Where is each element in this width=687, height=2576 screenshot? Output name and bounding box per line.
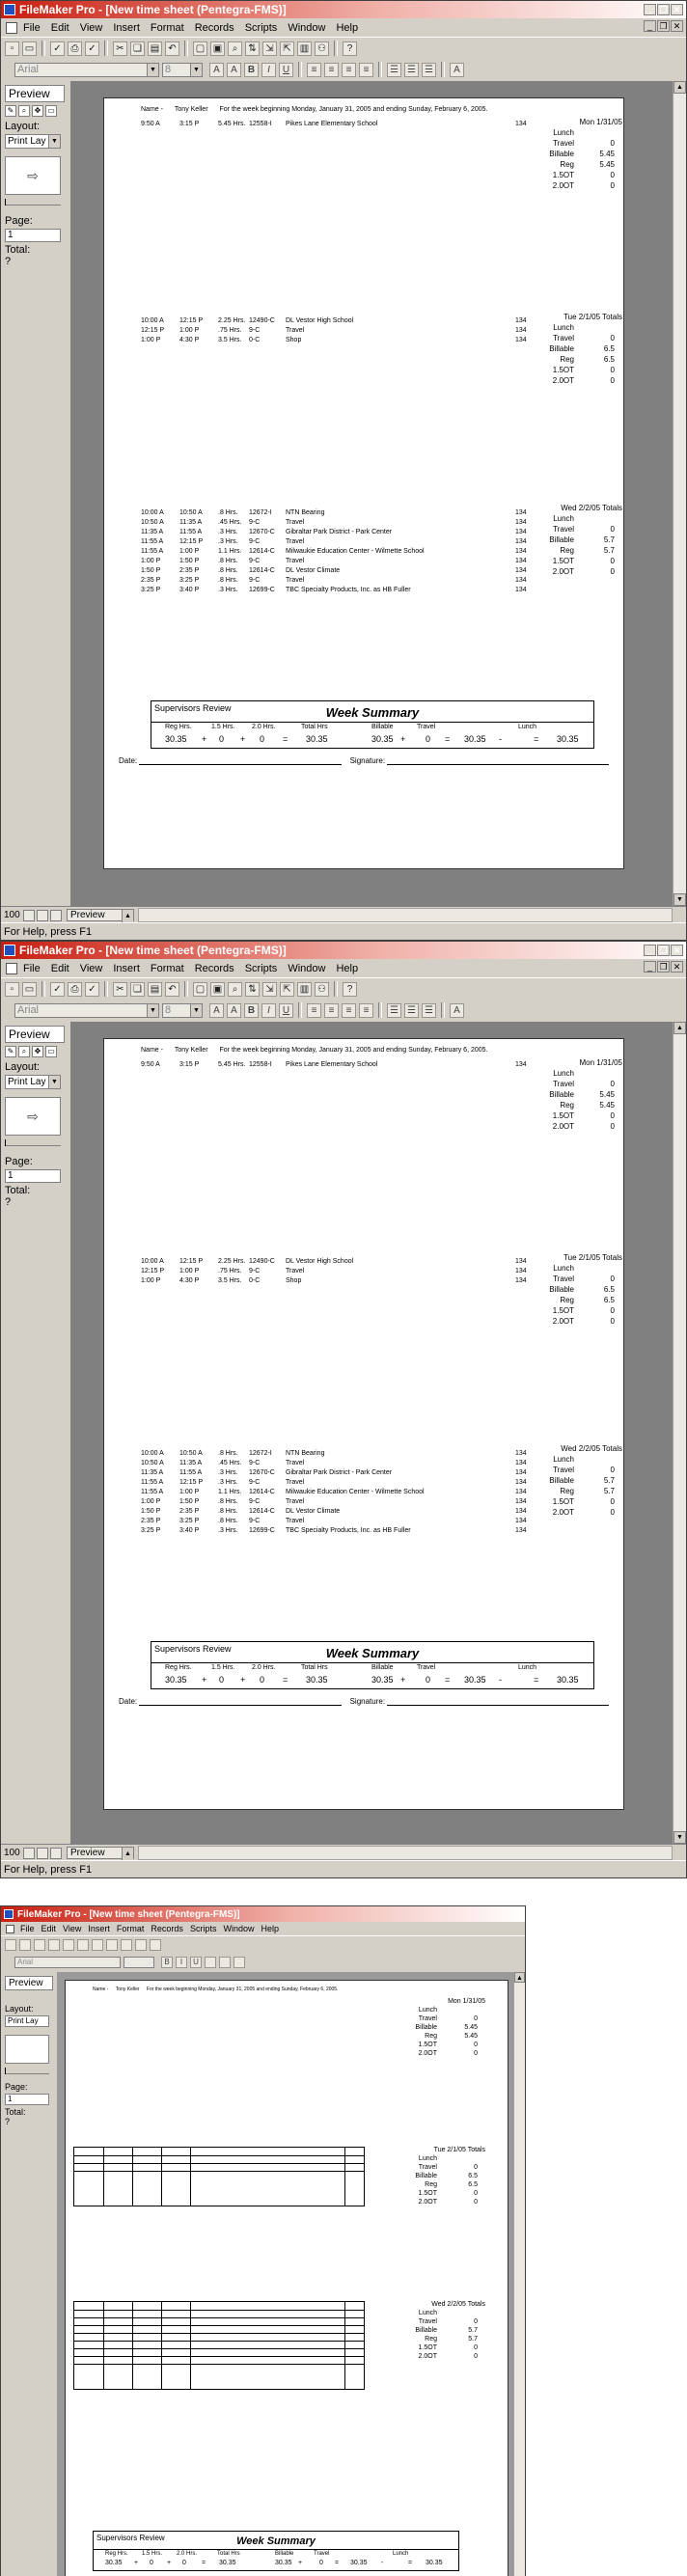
- menu-file[interactable]: File: [23, 962, 41, 974]
- font-size-down-icon[interactable]: A: [227, 1003, 241, 1018]
- find-mode-icon[interactable]: ⌕: [18, 105, 30, 117]
- total-label: Total:: [5, 244, 31, 256]
- menu-bar: [1, 959, 686, 977]
- horizontal-scrollbar[interactable]: [138, 1846, 673, 1860]
- open-icon[interactable]: [19, 1939, 31, 1951]
- italic-icon[interactable]: I: [261, 1003, 276, 1018]
- menu-window[interactable]: Window: [288, 21, 326, 34]
- import-icon[interactable]: ⇲: [262, 41, 277, 56]
- line-spacing-3-icon[interactable]: ☰: [422, 1003, 436, 1018]
- status-area: [5, 85, 65, 267]
- menu-insert[interactable]: Insert: [113, 962, 140, 974]
- align-left-icon[interactable]: [205, 1957, 216, 1968]
- preview-background: [70, 1022, 673, 1844]
- timesheet-header: Name - Tony Keller For the week beginning Monday, January 31, 2005 and ending Sunday, February 6, 2005.: [93, 1987, 339, 1992]
- bold-icon[interactable]: B: [161, 1957, 173, 1968]
- format-toolbar: [1, 1954, 525, 1971]
- document-icon[interactable]: [6, 1925, 14, 1933]
- justify-icon[interactable]: ≡: [359, 1003, 373, 1018]
- menu-edit[interactable]: Edit: [41, 1924, 57, 1933]
- find-icon[interactable]: ⌕: [228, 982, 242, 997]
- doc-close-icon[interactable]: ✕: [671, 20, 683, 32]
- document-area: [1, 1022, 686, 1844]
- spell-check-icon[interactable]: ✓: [85, 982, 99, 997]
- underline-icon[interactable]: U: [279, 1003, 293, 1018]
- restore-icon[interactable]: ❐: [657, 945, 670, 956]
- caption-buttons: [644, 4, 683, 15]
- menu-edit[interactable]: Edit: [50, 21, 69, 34]
- document-icon[interactable]: [6, 963, 17, 974]
- format-toolbar: [1, 1000, 686, 1021]
- document-icon[interactable]: [6, 22, 17, 34]
- vertical-scrollbar[interactable]: [673, 1022, 686, 1844]
- sort-icon[interactable]: ⇅: [245, 41, 260, 56]
- menu-records[interactable]: Records: [151, 1924, 183, 1933]
- bottom-bar: [1, 1844, 686, 1861]
- delete-record-icon[interactable]: ▣: [210, 41, 225, 56]
- justify-icon[interactable]: ≡: [359, 63, 373, 77]
- app-window-1: [0, 0, 687, 941]
- day-totals: Mon 1/31/05 Lunch Travel 0 Billable 5.45 Reg 5.45 1.5OT 0 2.0OT 0: [415, 1998, 485, 2057]
- week-summary-title: Week Summary: [325, 1646, 420, 1660]
- font-select[interactable]: Arial: [14, 1957, 121, 1968]
- font-size-up-icon[interactable]: A: [209, 1003, 224, 1018]
- page-label: Page:: [5, 2082, 28, 2092]
- cut-icon[interactable]: ✂: [113, 982, 127, 997]
- menu-format[interactable]: Format: [150, 962, 184, 974]
- layout-label: Layout:: [5, 121, 41, 132]
- text-color-icon[interactable]: A: [450, 63, 464, 77]
- print-icon[interactable]: ⎙: [68, 982, 82, 997]
- chevron-down-icon: ▼: [190, 1004, 202, 1017]
- zoom-in-icon[interactable]: [37, 910, 48, 921]
- size-select[interactable]: 8 ▼: [162, 63, 203, 77]
- page-input[interactable]: 1: [5, 2094, 49, 2105]
- bold-icon[interactable]: B: [244, 1003, 259, 1018]
- line-spacing-icon[interactable]: ☰: [387, 63, 401, 77]
- vertical-scrollbar[interactable]: [513, 1972, 525, 2576]
- menu-records[interactable]: Records: [194, 21, 234, 34]
- browse-mode-icon[interactable]: ✎: [5, 105, 16, 117]
- underline-icon[interactable]: U: [190, 1957, 202, 1968]
- menu-scripts[interactable]: Scripts: [244, 962, 278, 974]
- undo-icon[interactable]: [106, 1939, 118, 1951]
- menu-insert[interactable]: Insert: [88, 1924, 110, 1933]
- bottom-bar: [1, 906, 686, 923]
- align-right-icon[interactable]: [234, 1957, 245, 1968]
- document-area: [1, 1972, 525, 2576]
- week-summary: Supervisors Review Week Summary Reg Hrs. 1.5 Hrs. 2.0 Hrs. Total Hrs Billable Travel Lunch 30.35 + 0 + 0 = 30.35 30.35 + 0 = 30.35 - = 30.35: [151, 1641, 594, 1689]
- standard-toolbar: [1, 1935, 525, 1954]
- total-label: Total:: [5, 1185, 31, 1196]
- scroll-up-icon[interactable]: ▲: [673, 81, 686, 94]
- page-slider[interactable]: [5, 2068, 49, 2074]
- italic-icon[interactable]: I: [176, 1957, 187, 1968]
- signature-field: [387, 1705, 609, 1706]
- print-icon[interactable]: ⎙: [68, 41, 82, 56]
- doc-minimize-icon[interactable]: _: [644, 961, 656, 973]
- zoom-out-icon[interactable]: [23, 910, 35, 921]
- delete-record-icon[interactable]: ▣: [210, 982, 225, 997]
- timesheet-page: [65, 1980, 508, 2576]
- week-summary-title: Week Summary: [325, 705, 420, 720]
- line-spacing-3-icon[interactable]: ☰: [422, 63, 436, 77]
- date-field: [139, 764, 342, 765]
- page-input[interactable]: 1: [5, 1169, 61, 1183]
- layout-select[interactable]: Print Lay: [5, 2015, 49, 2027]
- align-right-icon[interactable]: ≡: [342, 63, 356, 77]
- database-icon[interactable]: ▥: [297, 41, 312, 56]
- size-select[interactable]: [124, 1957, 154, 1968]
- window-title: FileMaker Pro - [New time sheet (Pentegra-FMS)]: [19, 3, 287, 16]
- preview-mode-icon[interactable]: ▭: [45, 105, 57, 117]
- date-signature-line: Date: Signature:: [119, 1697, 609, 1706]
- status-area: [5, 1026, 65, 1208]
- mode-tab[interactable]: Preview: [5, 85, 65, 102]
- bold-icon[interactable]: B: [244, 63, 259, 77]
- week-summary-title: Week Summary: [236, 2535, 316, 2547]
- print-icon[interactable]: [48, 1939, 60, 1951]
- week-summary: Supervisors Review Week Summary Reg Hrs. 1.5 Hrs. 2.0 Hrs. Total Hrs Billable Travel Lunch 30.35 + 0 + 0 = 30.35 30.35 + 0 = 30.35 - = 30.35: [93, 2531, 459, 2571]
- text-color-icon[interactable]: A: [450, 1003, 464, 1018]
- supervisors-review-label: Supervisors Review: [96, 2534, 165, 2542]
- mode-tab[interactable]: Preview: [5, 1026, 65, 1043]
- font-size-down-icon[interactable]: A: [227, 63, 241, 77]
- supervisors-review-label: Supervisors Review: [154, 1644, 232, 1654]
- export-icon[interactable]: ⇱: [280, 982, 294, 997]
- book-page-icon[interactable]: ⇨: [5, 156, 61, 195]
- export-icon[interactable]: ⇱: [280, 41, 294, 56]
- filemaker-logo-icon: [4, 4, 15, 15]
- vertical-scrollbar[interactable]: [673, 81, 686, 906]
- spell-check-icon[interactable]: ✓: [85, 41, 99, 56]
- layout-mode-icon[interactable]: ✥: [32, 105, 43, 117]
- menu-help[interactable]: Help: [336, 21, 359, 34]
- horizontal-scrollbar[interactable]: [138, 908, 673, 922]
- open-icon[interactable]: ▭: [22, 41, 37, 56]
- status-bar: For Help, press F1: [1, 922, 686, 941]
- cut-icon[interactable]: [63, 1939, 74, 1951]
- menu-view[interactable]: View: [63, 1924, 82, 1933]
- zoom-in-icon[interactable]: [37, 1848, 48, 1859]
- supervisors-review-label: Supervisors Review: [154, 703, 232, 713]
- standard-toolbar: [1, 37, 686, 59]
- menu-bar: [1, 18, 686, 37]
- menu-help[interactable]: Help: [261, 1924, 279, 1933]
- mode-select[interactable]: Preview ▲: [67, 909, 134, 921]
- sharing-icon[interactable]: ⚇: [315, 982, 329, 997]
- open-icon[interactable]: ▭: [22, 982, 37, 997]
- status-toggle-icon[interactable]: [50, 910, 62, 921]
- minimize-icon[interactable]: _: [644, 945, 656, 956]
- zoom-level[interactable]: 100: [4, 910, 20, 920]
- line-spacing-2-icon[interactable]: ☰: [404, 1003, 419, 1018]
- day-totals: Wed 2/2/05 Totals Lunch Travel 0 Billable 5.7 Reg 5.7 1.5OT 0 2.0OT 0: [549, 1444, 622, 1517]
- status-area: [5, 1976, 53, 2126]
- sharing-icon[interactable]: ⚇: [315, 41, 329, 56]
- zoom-level[interactable]: 100: [4, 1848, 20, 1858]
- day-totals: Tue 2/1/05 Totals Lunch Travel 0 Billable 6.5 Reg 6.5 1.5OT 0 2.0OT 0: [415, 2147, 485, 2206]
- menu-bar: [1, 1922, 525, 1935]
- font-size-up-icon[interactable]: A: [209, 63, 224, 77]
- day-totals: Wed 2/2/05 Totals Lunch Travel 0 Billable 5.7 Reg 5.7 1.5OT 0 2.0OT 0: [415, 2301, 485, 2360]
- paste-icon[interactable]: ▤: [148, 41, 162, 56]
- timesheet-header: Name - Tony Keller For the week beginning Monday, January 31, 2005 and ending Sunday, February 6, 2005.: [141, 1047, 488, 1054]
- save-icon[interactable]: ✓: [50, 982, 65, 997]
- document-area: [1, 81, 686, 906]
- find-icon[interactable]: ⌕: [228, 41, 242, 56]
- align-center-icon[interactable]: ≡: [324, 1003, 339, 1018]
- week-summary: Supervisors Review Week Summary Reg Hrs. 1.5 Hrs. 2.0 Hrs. Total Hrs Billable Travel Lunch 30.35 + 0 + 0 = 30.35 30.35 + 0 = 30.35 - = 30.35: [151, 700, 594, 749]
- app-window-2: [0, 941, 687, 1878]
- page-slider[interactable]: [5, 1139, 61, 1146]
- total-label: Total:: [5, 2107, 26, 2117]
- new-icon[interactable]: ▫: [5, 41, 19, 56]
- window-title: FileMaker Pro - [New time sheet (Pentegra-FMS)]: [17, 1908, 240, 1920]
- new-icon[interactable]: ▫: [5, 982, 19, 997]
- new-record-icon[interactable]: ▢: [193, 41, 207, 56]
- layout-select[interactable]: Print Lay ▼: [5, 1075, 61, 1089]
- standard-toolbar: [1, 977, 686, 1000]
- chevron-up-icon: ▲: [122, 1848, 133, 1860]
- minimize-icon[interactable]: _: [644, 4, 656, 15]
- menu-insert[interactable]: Insert: [113, 21, 140, 34]
- menu-edit[interactable]: Edit: [50, 962, 69, 974]
- sort-icon[interactable]: [135, 1939, 147, 1951]
- menu-scripts[interactable]: Scripts: [244, 21, 278, 34]
- menu-format[interactable]: Format: [150, 21, 184, 34]
- sort-icon[interactable]: ⇅: [245, 982, 260, 997]
- menu-file[interactable]: File: [20, 1924, 35, 1933]
- help-icon[interactable]: [150, 1939, 161, 1951]
- undo-icon[interactable]: ↶: [165, 982, 179, 997]
- menu-scripts[interactable]: Scripts: [189, 1924, 217, 1933]
- cut-icon[interactable]: ✂: [113, 41, 127, 56]
- size-select[interactable]: 8 ▼: [162, 1003, 203, 1018]
- menu-help[interactable]: Help: [336, 962, 359, 974]
- page-label: Page:: [5, 1156, 33, 1167]
- help-icon[interactable]: ?: [343, 41, 357, 56]
- copy-icon[interactable]: ❏: [130, 982, 145, 997]
- doc-restore-icon[interactable]: ❐: [657, 20, 670, 32]
- database-icon[interactable]: ▥: [297, 982, 312, 997]
- align-center-icon[interactable]: ≡: [324, 63, 339, 77]
- doc-restore-icon[interactable]: ❐: [657, 961, 670, 973]
- copy-icon[interactable]: ❏: [130, 41, 145, 56]
- day-totals: Tue 2/1/05 Totals Lunch Travel 0 Billable 6.5 Reg 6.5 1.5OT 0 2.0OT 0: [549, 313, 622, 385]
- timesheet-header: Name - Tony Keller For the week beginning Monday, January 31, 2005 and ending Sunday, February 6, 2005.: [141, 106, 488, 113]
- chevron-up-icon: ▲: [122, 910, 133, 922]
- page-label: Page:: [5, 215, 33, 227]
- new-icon[interactable]: [5, 1939, 16, 1951]
- total-value: ?: [5, 1196, 12, 1208]
- day-totals: Mon 1/31/05 Lunch Travel 0 Billable 5.45 Reg 5.45 1.5OT 0 2.0OT 0: [549, 1058, 622, 1131]
- total-value: ?: [5, 2117, 11, 2126]
- menu-window[interactable]: Window: [223, 1924, 255, 1933]
- help-icon[interactable]: ?: [343, 982, 357, 997]
- undo-icon[interactable]: ↶: [165, 41, 179, 56]
- layout-mode-icon[interactable]: ✥: [32, 1046, 43, 1057]
- menu-records[interactable]: Records: [194, 962, 234, 974]
- align-center-icon[interactable]: [219, 1957, 231, 1968]
- menu-view[interactable]: View: [79, 21, 103, 34]
- scroll-down-icon[interactable]: ▼: [673, 1831, 686, 1844]
- preview-background: [57, 1972, 513, 2576]
- line-spacing-icon[interactable]: ☰: [387, 1003, 401, 1018]
- paste-icon[interactable]: [92, 1939, 103, 1951]
- menu-view[interactable]: View: [79, 962, 103, 974]
- format-toolbar: [1, 59, 686, 80]
- layout-label: Layout:: [5, 1061, 41, 1073]
- page-input[interactable]: 1: [5, 229, 61, 242]
- save-icon[interactable]: ✓: [50, 41, 65, 56]
- title-bar: [1, 942, 686, 959]
- menu-file[interactable]: File: [23, 21, 41, 34]
- total-value: ?: [5, 256, 12, 267]
- page-slider[interactable]: [5, 199, 61, 206]
- status-toggle-icon[interactable]: [50, 1848, 62, 1859]
- menu-window[interactable]: Window: [288, 962, 326, 974]
- mode-tab[interactable]: Preview: [5, 1976, 53, 1990]
- preview-mode-icon[interactable]: ▭: [45, 1046, 57, 1057]
- close-icon[interactable]: ✕: [671, 4, 683, 15]
- chevron-down-icon: ▼: [190, 64, 202, 76]
- find-icon[interactable]: [121, 1939, 132, 1951]
- book-page-icon[interactable]: [5, 2035, 49, 2064]
- font-select[interactable]: Arial ▼: [14, 63, 159, 77]
- scroll-up-icon[interactable]: ▲: [673, 1022, 686, 1034]
- zoom-out-icon[interactable]: [23, 1848, 35, 1859]
- title-bar: [1, 1, 686, 18]
- window-title: FileMaker Pro - [New time sheet (Pentegra-FMS)]: [19, 944, 287, 957]
- book-page-icon[interactable]: ⇨: [5, 1097, 61, 1136]
- preview-background: [70, 81, 673, 906]
- date-field: [139, 1705, 342, 1706]
- filemaker-logo-icon: [4, 945, 15, 956]
- chevron-down-icon: ▼: [147, 1004, 158, 1017]
- layout-select[interactable]: Print Lay ▼: [5, 134, 61, 149]
- day-table: [73, 2147, 365, 2206]
- day-table: [73, 2301, 365, 2390]
- restore-icon[interactable]: ❐: [657, 4, 670, 15]
- timesheet-page: Name - Tony Keller For the week beginning Monday, January 31, 2005 and ending Sunday, February 6, 2005. 9:50 A 3:15 P 5.45 Hrs. 12558-I Pikes Lane Elementary School 134 Mon 1/31/05 Lunch Travel 0 Billable 5.45 Reg 5.45 1.5OT 0 2.0OT 0 10:00 A 12:15 P 2.25 Hrs. 12490-C DL Vestor High School 134 12:15 P 1:00 P .75 Hrs. 9-C Travel 134 1:00 P 4:30 P 3.5 Hrs. 0-C Shop 134 Tue 2/1/05 Totals Lunch Travel 0 Billable 6.5 Reg 6.5 1.5OT 0 2.0OT 0 10:00 A 10:50 A .8 Hrs. 12672-I NTN Bearing 134 10:50 A 11:35 A .45 Hrs. 9-C Travel 134 11:35 A 11:55 A .3 Hrs. 12670-C Gibraltar Park District - Park Center 134 11:55 A 12:15 P .3 Hrs. 9-C Travel 134 11:55 A 1:00 P 1.1 Hrs. 12614-C Milwaukie Education Center - Wilmette School 134 1:00 P 1:50 P .8 Hrs. 9-C Travel 134 1:50 P 2:35 P .8 Hrs. 12614-C DL Vestor Climate 134 2:35 P 3:25 P .8 Hrs. 9-C Travel 134 3:25 P 3:40 P .3 Hrs. 12699-C TBC Specialty Products, Inc. as HB Fuller 134 Wed 2/2/05 Totals Lunch Travel 0 Billable 5.7 Reg 5.7 1.5OT 0 2.0OT 0 Supervisors Review Week Summary Reg Hrs. 1.5 Hrs. 2.0 Hrs. Total Hrs Billable Travel Lunch 30.35 + 0 + 0 = 30.35 30.35 + 0 = 30.35 - = 30.35 Date: Signature:: [103, 1038, 624, 1810]
- chevron-down-icon: ▼: [48, 135, 60, 148]
- align-left-icon[interactable]: ≡: [307, 1003, 321, 1018]
- day-totals: Tue 2/1/05 Totals Lunch Travel 0 Billable 6.5 Reg 6.5 1.5OT 0 2.0OT 0: [549, 1253, 622, 1326]
- find-mode-icon[interactable]: ⌕: [18, 1046, 30, 1057]
- app-window-3: [0, 1905, 526, 2576]
- document-window-controls: [644, 20, 683, 32]
- scroll-up-icon[interactable]: ▲: [514, 1972, 525, 1983]
- status-bar: For Help, press F1: [1, 1860, 686, 1878]
- browse-mode-icon[interactable]: ✎: [5, 1046, 16, 1057]
- save-icon[interactable]: [34, 1939, 45, 1951]
- day-totals: Wed 2/2/05 Totals Lunch Travel 0 Billable 5.7 Reg 5.7 1.5OT 0 2.0OT 0: [549, 504, 622, 576]
- title-bar: [1, 1906, 525, 1922]
- font-select[interactable]: Arial ▼: [14, 1003, 159, 1018]
- import-icon[interactable]: ⇲: [262, 982, 277, 997]
- timesheet-page: Name - Tony Keller For the week beginning Monday, January 31, 2005 and ending Sunday, February 6, 2005. 9:50 A 3:15 P 5.45 Hrs. 12558-I Pikes Lane Elementary School 134 Mon 1/31/05 Lunch Travel 0 Billable 5.45 Reg 5.45 1.5OT 0 2.0OT 0 10:00 A 12:15 P 2.25 Hrs. 12490-C DL Vestor High School 134 12:15 P 1:00 P .75 Hrs. 9-C Travel 134 1:00 P 4:30 P 3.5 Hrs. 0-C Shop 134 Tue 2/1/05 Totals Lunch Travel 0 Billable 6.5 Reg 6.5 1.5OT 0 2.0OT 0 10:00 A 10:50 A .8 Hrs. 12672-I NTN Bearing 134 10:50 A 11:35 A .45 Hrs. 9-C Travel 134 11:35 A 11:55 A .3 Hrs. 12670-C Gibraltar Park District - Park Center 134 11:55 A 12:15 P .3 Hrs. 9-C Travel 134 11:55 A 1:00 P 1.1 Hrs. 12614-C Milwaukie Education Center - Wilmette School 134 1:00 P 1:50 P .8 Hrs. 9-C Travel 134 1:50 P 2:35 P .8 Hrs. 12614-C DL Vestor Climate 134 2:35 P 3:25 P .8 Hrs. 9-C Travel 134 3:25 P 3:40 P .3 Hrs. 12699-C TBC Specialty Products, Inc. as HB Fuller 134 Wed 2/2/05 Totals Lunch Travel 0 Billable 5.7 Reg 5.7 1.5OT 0 2.0OT 0 Supervisors Review Week Summary Reg Hrs. 1.5 Hrs. 2.0 Hrs. Total Hrs Billable Travel Lunch 30.35 + 0 + 0 = 30.35 30.35 + 0 = 30.35 - = 30.35 Date: Signature:: [103, 97, 624, 869]
- chevron-down-icon: ▼: [48, 1076, 60, 1088]
- chevron-down-icon: ▼: [147, 64, 158, 76]
- new-record-icon[interactable]: ▢: [193, 982, 207, 997]
- align-left-icon[interactable]: ≡: [307, 63, 321, 77]
- doc-close-icon[interactable]: ✕: [671, 961, 683, 973]
- underline-icon[interactable]: U: [279, 63, 293, 77]
- mode-select[interactable]: Preview ▲: [67, 1847, 134, 1859]
- menu-format[interactable]: Format: [116, 1924, 145, 1933]
- layout-label: Layout:: [5, 2004, 34, 2014]
- day-totals: Mon 1/31/05 Lunch Travel 0 Billable 5.45 Reg 5.45 1.5OT 0 2.0OT 0: [549, 118, 622, 190]
- date-signature-line: Date: Signature:: [119, 756, 609, 765]
- line-spacing-2-icon[interactable]: ☰: [404, 63, 419, 77]
- filemaker-logo-icon: [4, 1909, 14, 1919]
- paste-icon[interactable]: ▤: [148, 982, 162, 997]
- copy-icon[interactable]: [77, 1939, 89, 1951]
- signature-field: [387, 764, 609, 765]
- doc-minimize-icon[interactable]: _: [644, 20, 656, 32]
- close-icon[interactable]: ✕: [671, 945, 683, 956]
- scroll-down-icon[interactable]: ▼: [673, 893, 686, 906]
- italic-icon[interactable]: I: [261, 63, 276, 77]
- align-right-icon[interactable]: ≡: [342, 1003, 356, 1018]
